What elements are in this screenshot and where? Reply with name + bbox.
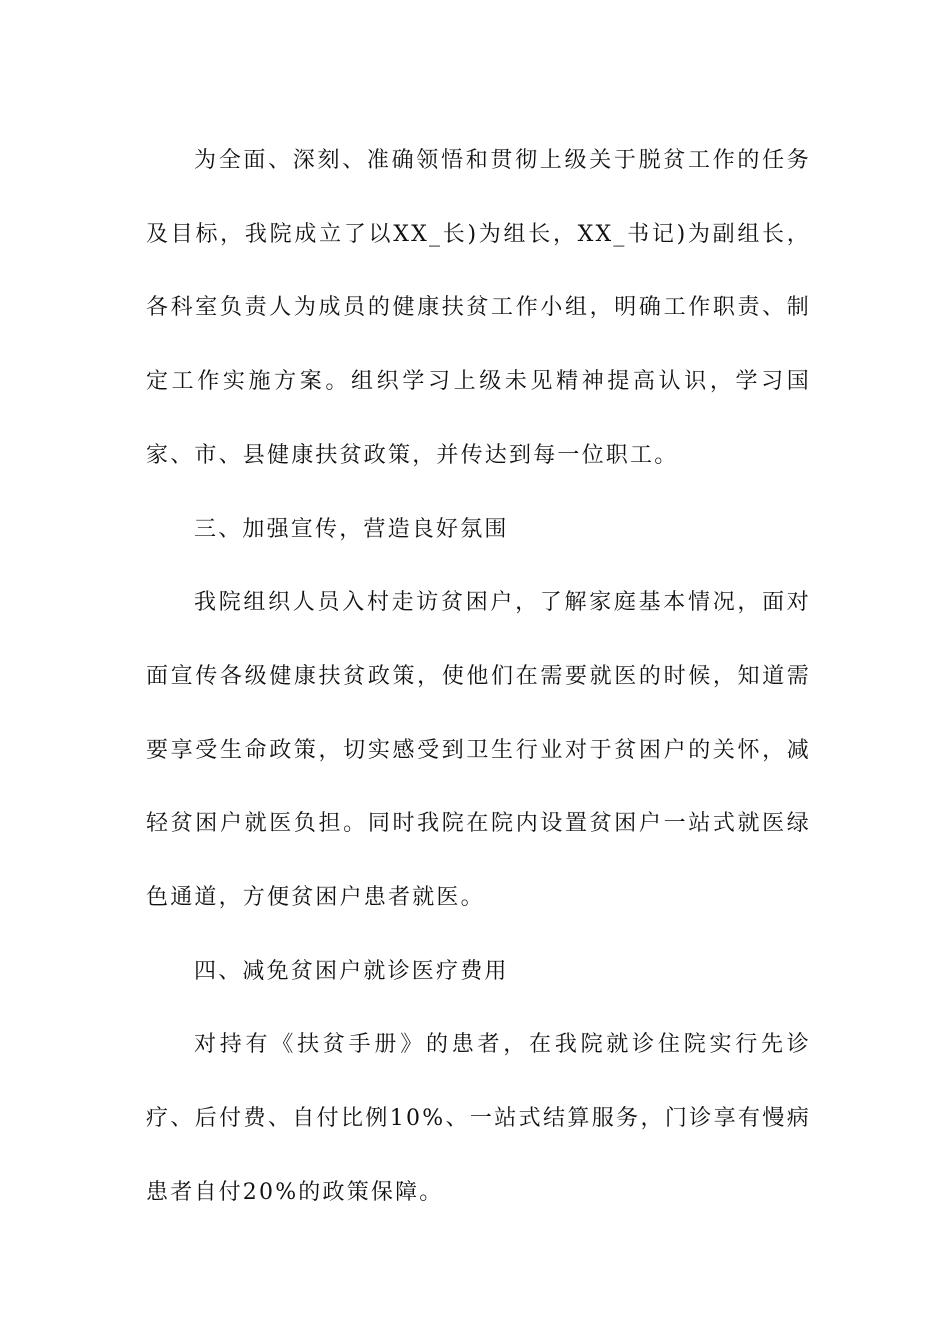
section-heading-publicity: 三、加强宣传，营造良好氛围: [194, 516, 509, 542]
paragraph-village-visits: 我院组织人员入村走访贫困户，了解家庭基本情况，面对面宣传各级健康扶贫政策，使他们在需要就医的时候，知道需要享受生命政策，切实感受到卫生行业对于贫困户的关怀，减轻贫困户就医负担。同时我院在院内设置贫困户一站式就医绿色通道，方便贫困户患者就医。: [146, 590, 811, 911]
section-heading-fee-reduction: 四、减免贫困户就诊医疗费用: [194, 958, 509, 984]
paragraph-leadership-group: 为全面、深刻、准确领悟和贯彻上级关于脱贫工作的任务及目标，我院成立了以XX_长)为组长，XX_书记)为副组长，各科室负责人为成员的健康扶贫工作小组，明确工作职责、制定工作实施方案。组织学习上级未见精神提高认识，学习国家、市、县健康扶贫政策，并传达到每一位职工。: [146, 148, 811, 468]
document-body: [146, 124, 811, 1230]
paragraph-fee-policy: 对持有《扶贫手册》的患者，在我院就诊住院实行先诊疗、后付费、自付比例10%、一站式结算服务，门诊享有慢病患者自付20%的政策保障。: [146, 1032, 811, 1205]
